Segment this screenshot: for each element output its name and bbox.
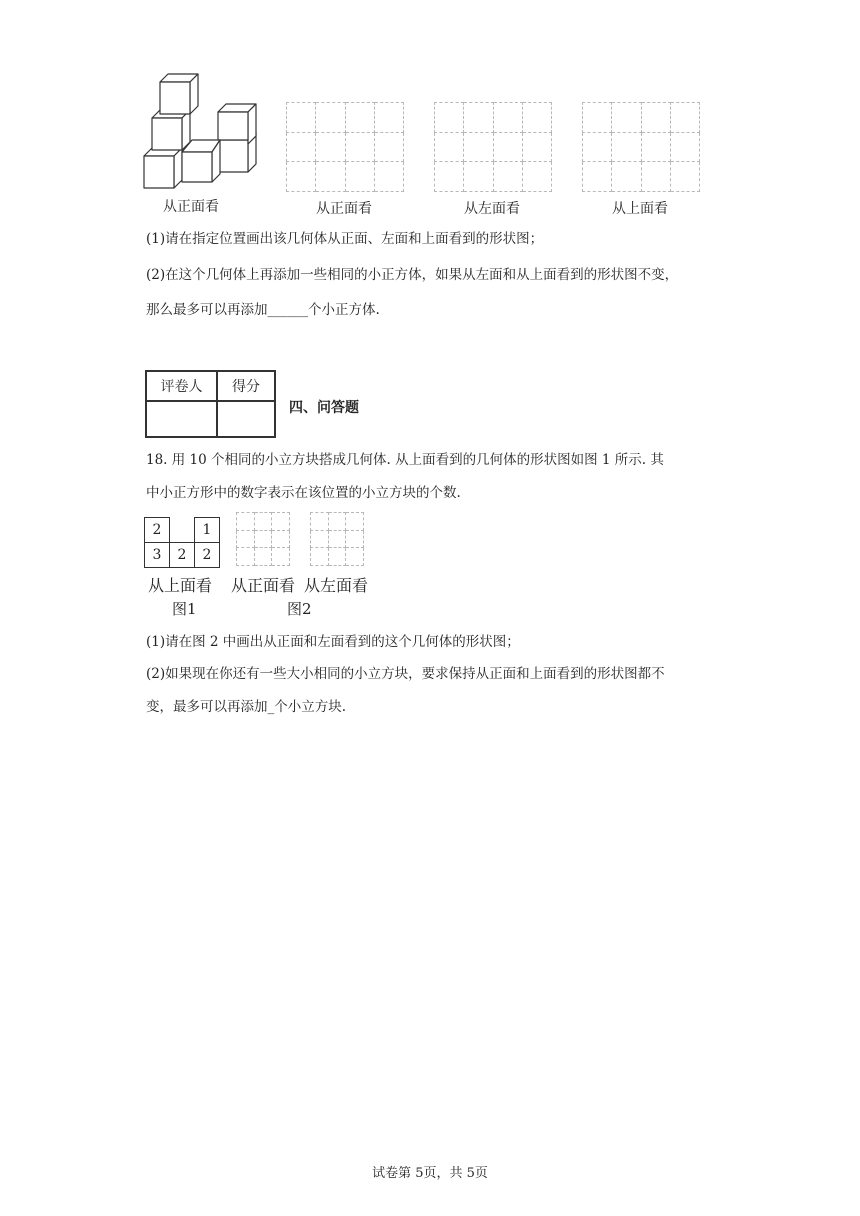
q17-part2-line1: (2)在这个几何体上再添加一些相同的小正方体，如果从左面和从上面看到的形状图不变，: [146, 267, 679, 283]
top-view-label: 从上面看: [612, 201, 668, 217]
q18-part1: (1)请在图 2 中画出从正面和左面看到的这个几何体的形状图；: [146, 634, 520, 650]
figure1-caption: 图1: [172, 600, 197, 618]
q17-part1: (1)请在指定位置画出该几何体从正面、左面和上面看到的形状图；: [146, 231, 544, 247]
q18-part2-line2: 变，最多可以再添加_个小立方块.: [146, 699, 347, 715]
figure2-front-grid[interactable]: [236, 512, 290, 566]
left-view-grid[interactable]: [434, 102, 552, 192]
score-box-grader-cell[interactable]: [146, 401, 217, 437]
fig2-front-label: 从正面看: [231, 576, 296, 595]
fig2-left-label: 从左面看: [304, 576, 369, 595]
top-view-grid[interactable]: [582, 102, 700, 192]
front-view-grid[interactable]: [286, 102, 404, 192]
score-box-header-score: 得分: [217, 371, 275, 401]
left-view-label: 从左面看: [464, 201, 520, 217]
score-box-header-grader: 评卷人: [146, 371, 217, 401]
q18-part2-line1: (2)如果现在你还有一些大小相同的小立方块，要求保持从正面和上面看到的形状图都不: [146, 666, 665, 682]
fig1-cell: 3: [145, 543, 170, 568]
q17-part2-line2: 那么最多可以再添加______个小正方体.: [146, 302, 380, 318]
front-view-label: 从正面看: [316, 201, 372, 217]
fig1-top-label: 从上面看: [148, 576, 213, 595]
figure2-left-grid[interactable]: [310, 512, 364, 566]
fig1-cell: 2: [170, 543, 195, 568]
q18-line2: 中小正方形中的数字表示在该位置的小立方块的个数.: [146, 485, 461, 501]
section-title: 四、问答题: [289, 400, 359, 416]
score-box-score-cell[interactable]: [217, 401, 275, 437]
score-box: [145, 370, 276, 438]
page-footer: 试卷第 5页，共 5页: [372, 1166, 488, 1181]
fig1-cell: 1: [195, 518, 220, 543]
figure2-caption: 图2: [287, 600, 312, 618]
figure1-top-view: [144, 517, 220, 568]
cube-figure: [140, 70, 265, 192]
fig1-cell: 2: [195, 543, 220, 568]
q18-line1: 18. 用 10 个相同的小立方块搭成几何体. 从上面看到的几何体的形状图如图 1 所示. 其: [146, 452, 664, 468]
cube-figure-label: 从正面看: [163, 199, 219, 215]
fig1-cell: 2: [145, 518, 170, 543]
fig1-cell-empty: [170, 518, 195, 543]
